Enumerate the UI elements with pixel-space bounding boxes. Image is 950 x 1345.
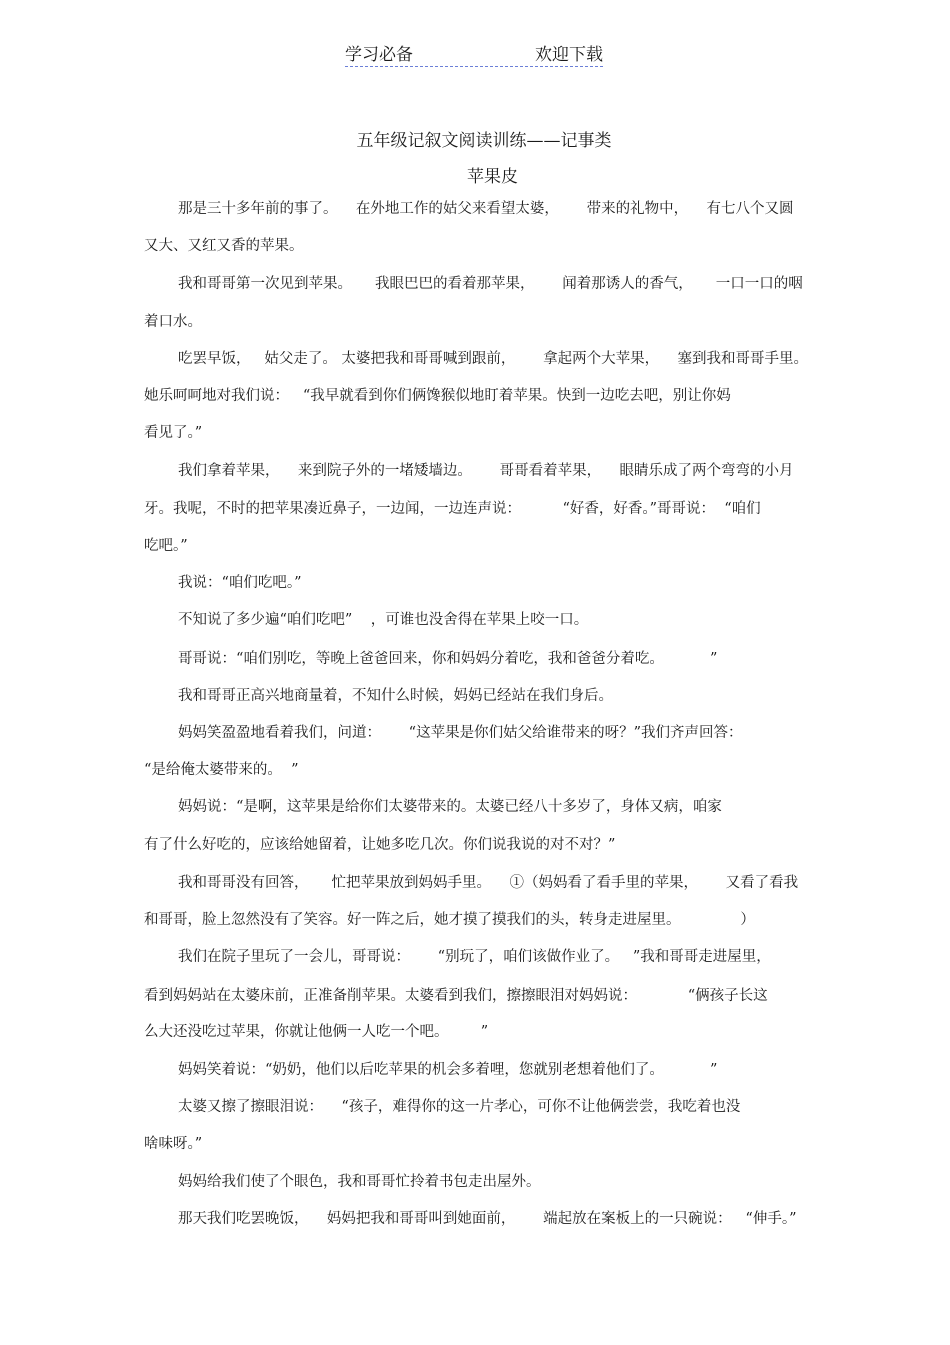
text-line: 那天我们吃罢晚饭， 妈妈把我和哥哥叫到她面前， 端起放在案板上的一只碗说： “伸手。” [178,1211,797,1227]
text-line: 妈妈笑着说：“奶奶，他们以后吃苹果的机会多着哩，您就别老想着他们了。 ” [178,1062,718,1078]
text-line: 吃吧。” [144,538,188,554]
text-line: 着口水。 [144,314,202,330]
text-line: 牙。我呢，不时的把苹果凑近鼻子，一边闻，一边连声说： “好香，好香。”哥哥说： “咱们 [144,501,761,517]
text-line: 妈妈笑盈盈地看着我们，问道： “这苹果是你们姑父给谁带来的呀？”我们齐声回答： [178,725,743,741]
page-header [345,40,603,67]
header-right-text: 欢迎下载 [535,45,603,65]
text-line: 看见了。” [144,425,203,441]
text-line: 那是三十多年前的事了。 在外地工作的姑父来看望太婆， 带来的礼物中， 有七八个又圆 [178,201,794,217]
text-line: 和哥哥，脸上忽然没有了笑容。好一阵之后，她才摸了摸我们的头，转身走进屋里。 ） [144,912,755,928]
text-line: “是给俺太婆带来的。 ” [144,762,299,778]
text-line: 么大还没吃过苹果，你就让他俩一人吃一个吧。 ” [144,1024,489,1040]
text-line: 不知说了多少遍“咱们吃吧” ，可谁也没舍得在苹果上咬一口。 [178,612,589,628]
text-line: 看到妈妈站在太婆床前，正准备削苹果。太婆看到我们，擦擦眼泪对妈妈说： “俩孩子长这 [144,988,768,1004]
text-line: 太婆又擦了擦眼泪说： “孩子，难得你的这一片孝心，可你不让他俩尝尝，我吃着也没 [178,1099,741,1115]
text-line: 她乐呵呵地对我们说： “我早就看到你们俩馋猴似地盯着苹果。快到一边吃去吧，别让你妈 [144,388,731,404]
header-left-text: 学习必备 [345,45,413,65]
text-line: 哥哥说：“咱们别吃，等晚上爸爸回来，你和妈妈分着吃，我和爸爸分着吃。 ” [178,651,718,667]
text-line: 我说：“咱们吃吧。” [178,575,302,591]
text-line: 又大、又红又香的苹果。 [144,238,304,254]
text-line: 吃罢早饭， 姑父走了。 太婆把我和哥哥喊到跟前， 拿起两个大苹果， 塞到我和哥哥手里。 [178,351,809,367]
text-line: 我和哥哥正高兴地商量着，不知什么时候，妈妈已经站在我们身后。 [178,688,613,704]
text-line: 我和哥哥第一次见到苹果。 我眼巴巴的看着那苹果， 闻着那诱人的香气， 一口一口的咽 [178,276,803,292]
text-line: 我们在院子里玩了一会儿，哥哥说： “别玩了，咱们该做作业了。 ”我和哥哥走进屋里， [178,949,771,965]
article-title: 五年级记叙文阅读训练——记事类 [356,131,612,151]
text-line: 我和哥哥没有回答， 忙把苹果放到妈妈手里。 ①（妈妈看了看手里的苹果， 又看了看我 [178,875,799,891]
text-line: 有了什么好吃的，应该给她留着，让她多吃几次。你们说我说的对不对？” [144,837,616,853]
text-line: 啥味呀。” [144,1136,203,1152]
article-subtitle: 苹果皮 [467,167,518,187]
text-line: 妈妈说：“是啊，这苹果是给你们太婆带来的。太婆已经八十多岁了，身体又病，咱家 [178,799,722,815]
text-line: 妈妈给我们使了个眼色，我和哥哥忙拎着书包走出屋外。 [178,1174,541,1190]
text-line: 我们拿着苹果， 来到院子外的一堵矮墙边。 哥哥看着苹果， 眼睛乐成了两个弯弯的小月 [178,463,794,479]
